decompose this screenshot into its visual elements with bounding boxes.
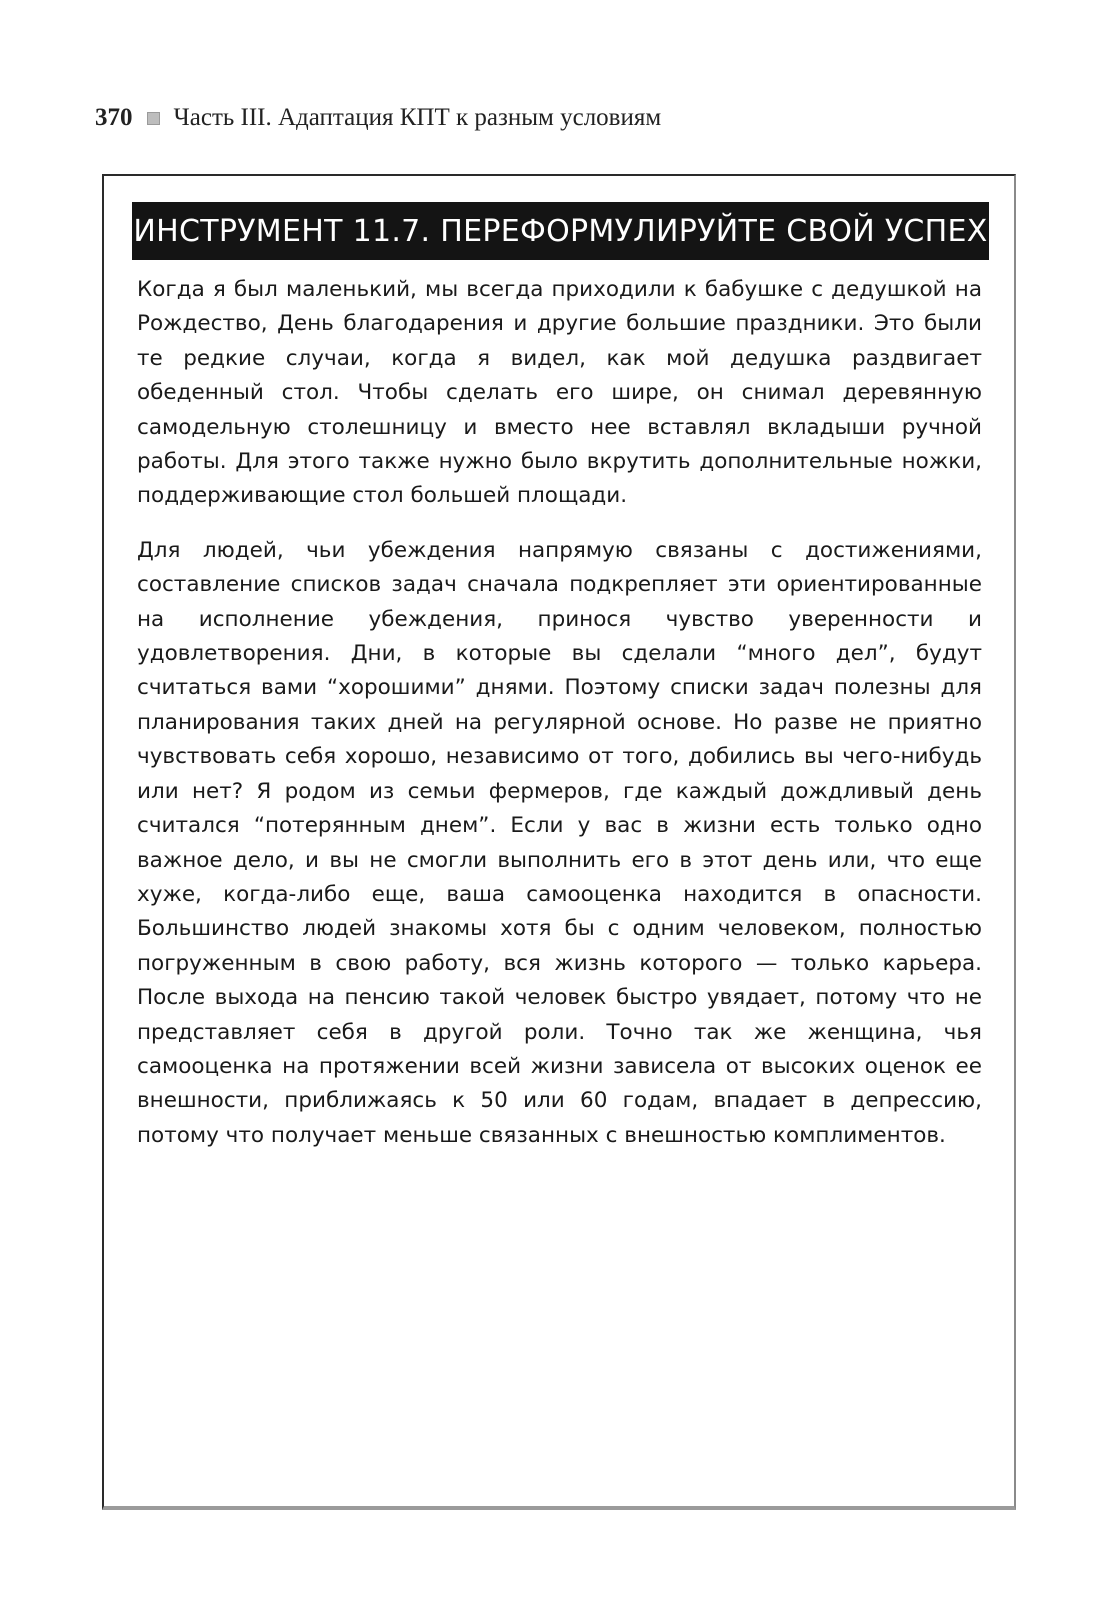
paragraph: Для людей, чьи убеждения напрямую связаны с достижениями, составление списков задач сначала подкрепляет эти ориентированные на исполнение убеждения, принося чувство уверенности и удовлетворения. Дни, в которые вы сделали “много дел”, будут считаться вами “хорошими” днями. Поэтому списки задач полезны для планирования таких дней на регулярной основе. Но разве не приятно чувствовать себя хорошо, независимо от того, добились вы чего-нибудь или нет? Я родом из семьи фермеров, где каждый дождливый день считался “потерянным днем”. Если у вас в жизни есть только одно важное дело, и вы не смогли выполнить его в этот день или, что еще хуже, когда-либо еще, ваша самооценка находится в опасности. Большинство людей знакомы хотя бы с одним человеком, полностью погруженным в свою работу, вся жизнь которого — только карьера. После выхода на пенсию такой человек быстро увядает, потому что не представляет себя в другой роли. Точно так же женщина, чья самооценка на протяжении всей жизни зависела от высоких оценок ее внешности, приближаясь к 50 или 60 годам, впадает в депрессию, потому что получает меньше связанных с внешностью комплиментов. — [137, 537, 982, 1148]
running-head-title: Часть III. Адаптация КПТ к разным условиям — [173, 104, 662, 131]
tool-box — [102, 174, 1016, 1510]
tool-title: ИНСТРУМЕНТ 11.7. ПЕРЕФОРМУЛИРУЙТЕ СВОЙ УСПЕХ — [133, 213, 988, 249]
square-marker-icon — [147, 112, 160, 125]
tool-body — [137, 273, 982, 1173]
tool-title-bar — [132, 202, 989, 260]
running-head — [95, 100, 661, 136]
page-number: 370 — [95, 104, 133, 131]
paragraph: Когда я был маленький, мы всегда приходили к бабушке с дедушкой на Рождество, День благодарения и другие большие праздники. Это были те редкие случаи, когда я видел, как мой дедушка раздвигает обеденный стол. Чтобы сделать его шире, он снимал деревянную самодельную столешницу и вместо нее вставлял вкладыши ручной работы. Для этого также нужно было вкрутить дополнительные ножки, поддерживающие стол большей площади. — [137, 277, 982, 509]
